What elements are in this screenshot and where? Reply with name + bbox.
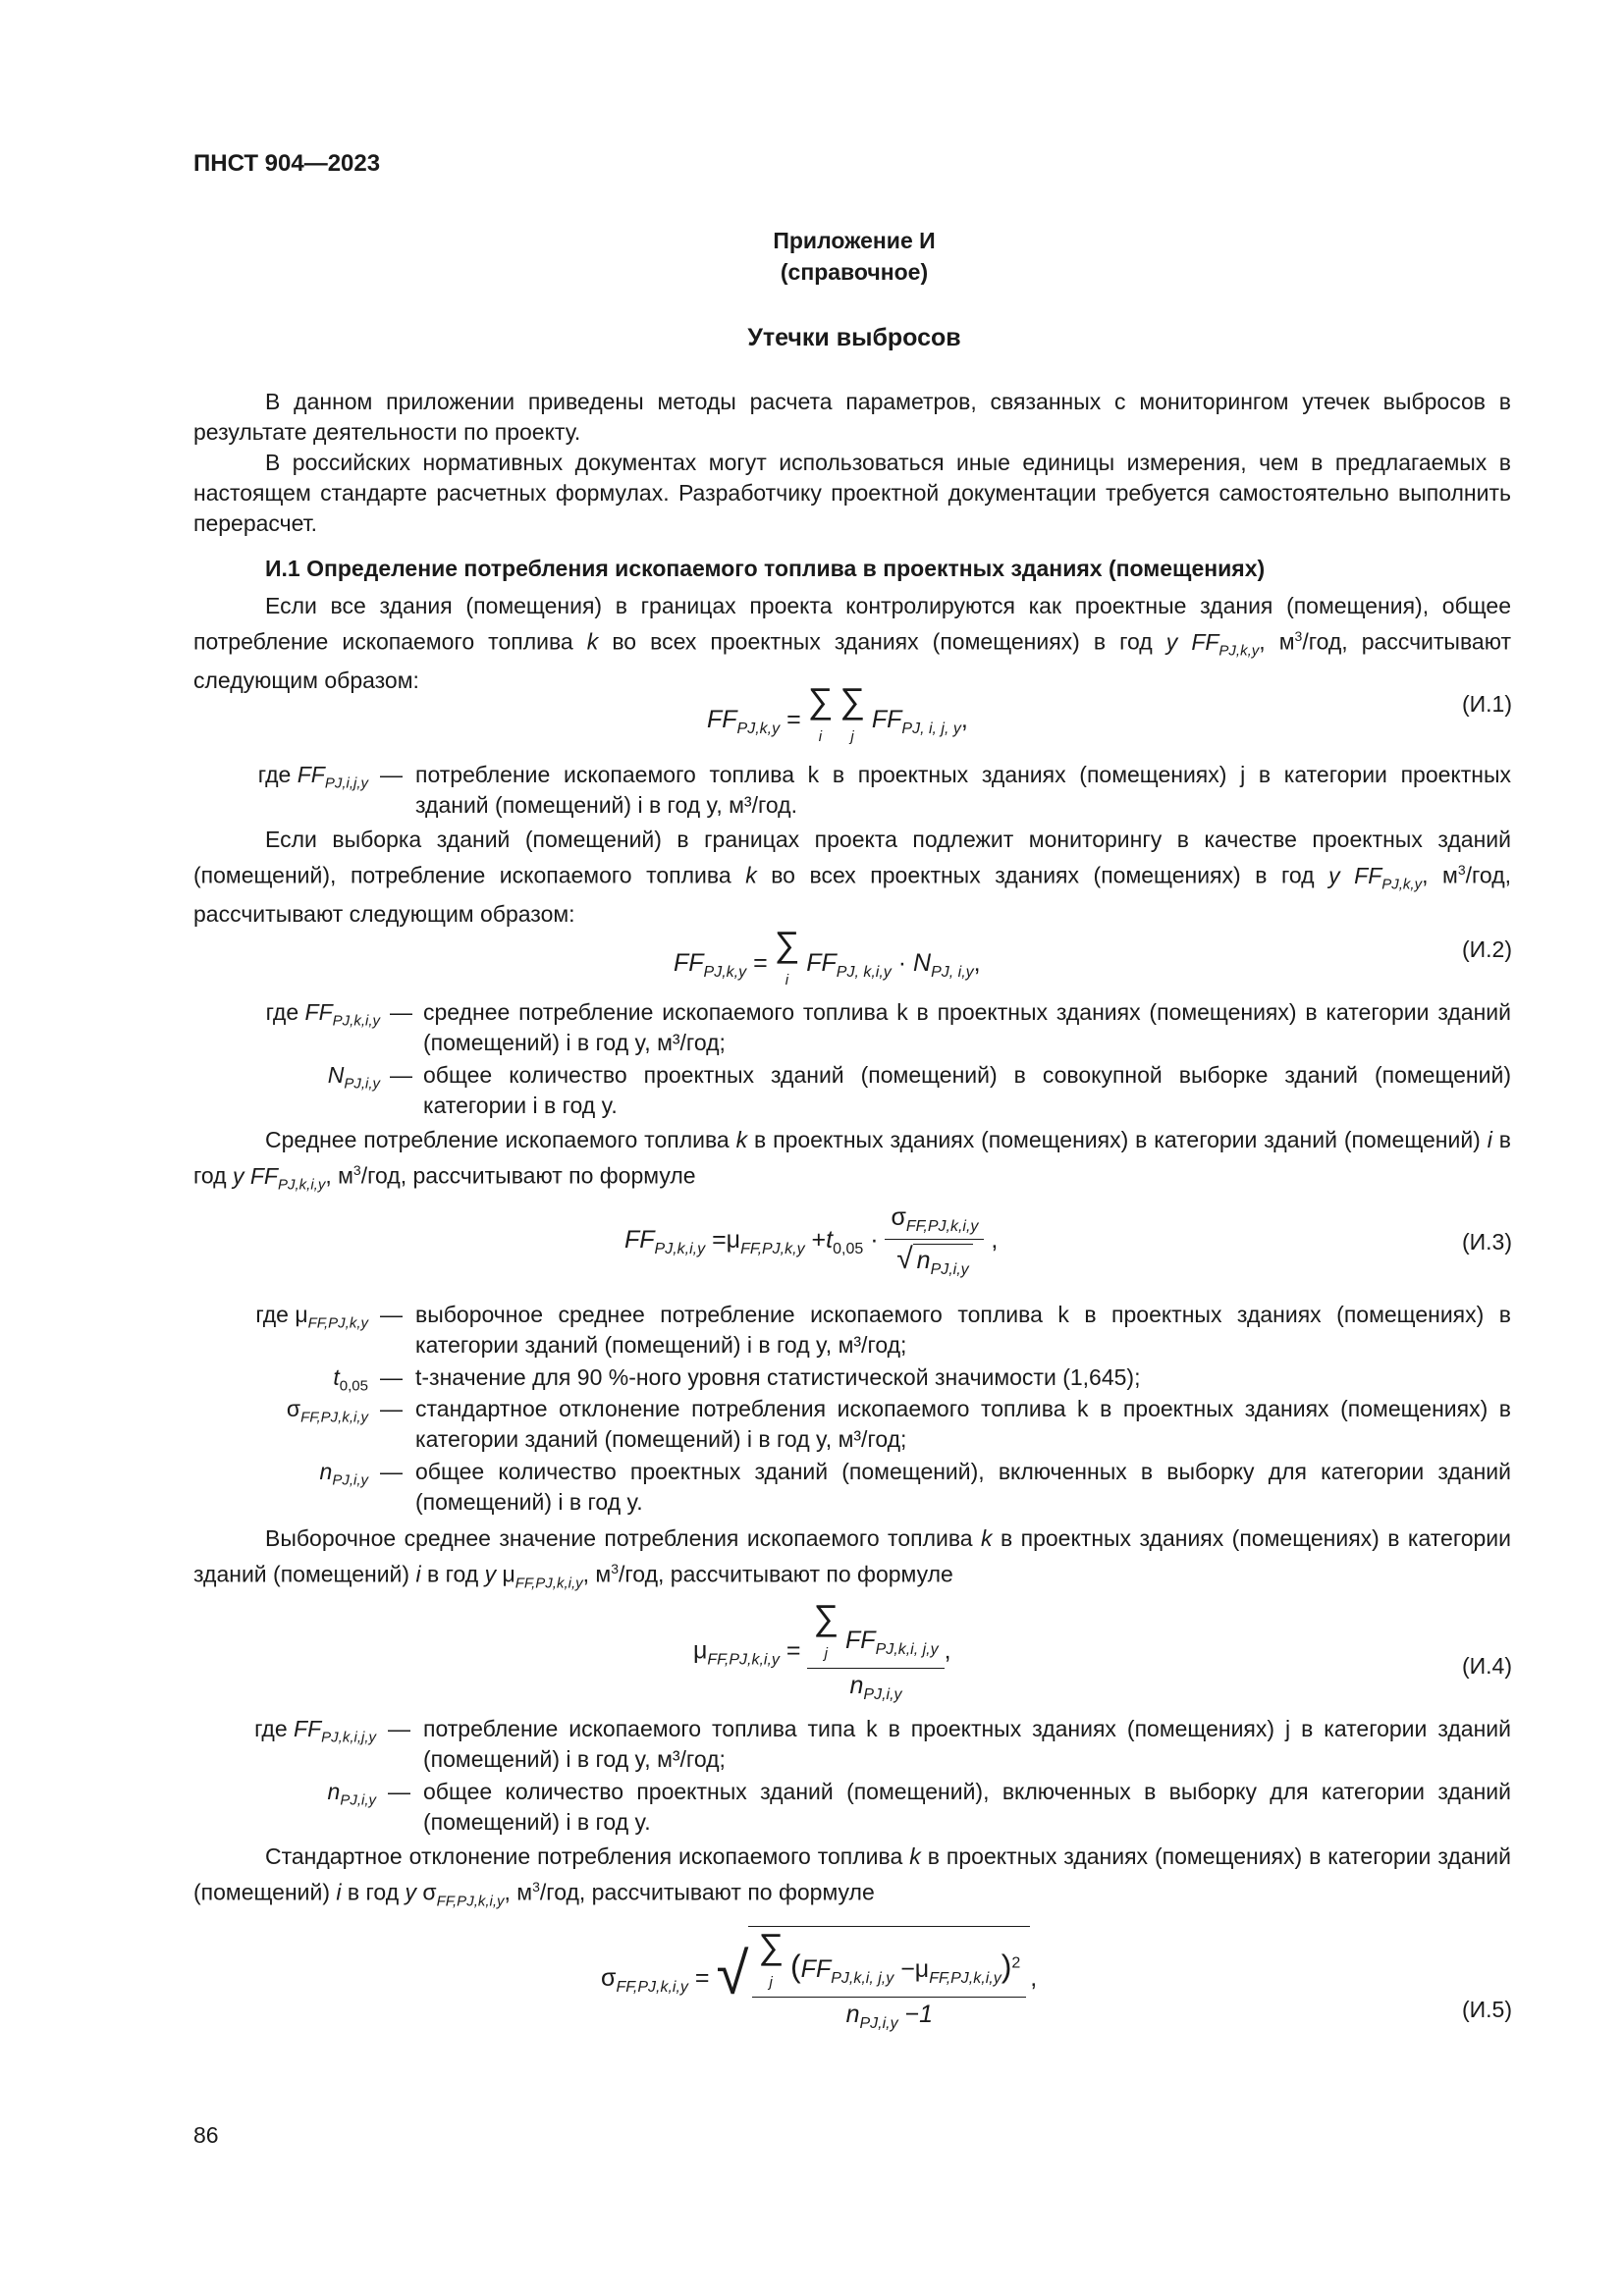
formula-2: $FF_{PJ,k,y}$ = ∑ i $FF_{PJ, k,i,y} \cdot N_{PJ, i,y}$,: [674, 924, 981, 988]
formula-5: $\sigma_{FF,PJ,k,i,y}$ = √ ∑ j $(FF_{PJ,k,i, j,y} -\mu_{FF,PJ,k,i,y})^2$ $n_{PJ,i,y} -1$ ,: [601, 1926, 1038, 2032]
definition-ff-pjkijy: где $FF_{PJ,k,i,j,y}$ — потребление ископаемого топлива типа k в проектных зданиях (помещениях) j в категории зданий (помещений) i в год y, м³/год;: [254, 1716, 1511, 1772]
definition-n-small: $n_{PJ,i,y}$ — общее количество проектных зданий (помещений), включенных в выборку для категории зданий (помещений) i в год y.: [319, 1459, 1511, 1515]
appendix-title: Приложение И: [773, 228, 936, 253]
formula-1: $FF_{PJ,k,y}$ = ∑ i ∑ j $FF_{PJ, i, j, y}$,: [707, 680, 968, 745]
intro-paragraph-1: В данном приложении приведены методы расчета параметров, связанных с мониторингом утечек выбросов в результате деятельности по проекту.: [193, 389, 1511, 445]
equation-number-1: (И.1): [1461, 691, 1512, 717]
equation-number-3: (И.3): [1461, 1229, 1512, 1255]
definition-ff-pjkiy: где $FF_{PJ,k,i,y}$ — среднее потребление ископаемого топлива k в проектных зданиях (помещениях) в категории зданий (помещений) i в год y, м³/год;: [265, 999, 1511, 1055]
formula-4: $\mu_{FF,PJ,k,i,y}$ = ∑ j $FF_{PJ,k,i, j,y}$ $n_{PJ,i,y}$ ,: [693, 1597, 951, 1703]
document-header: ПНСТ 904—2023: [193, 150, 381, 177]
paragraph-3: Если все здания (помещения) в границах проекта контролируются как проектные здания (помещения), общее потребление ископаемого топлива k во всех проектных зданиях (помещениях) в год y $FF_{PJ,k,y}$, $м^3$/год, рассчитывают следующим образом:: [193, 593, 1511, 694]
equation-number-5: (И.5): [1461, 1997, 1512, 2022]
definition-n-small-2: $n_{PJ,i,y}$ — общее количество проектных зданий (помещений), включенных в выборку для категории зданий (помещений) i в год y.: [327, 1779, 1511, 1835]
formula-3: $FF_{PJ,k,i,y} =\mu_{FF,PJ,k,y} +t_{0,05}$ · $\frac{\sigma_{FF,PJ,k,i,y}}{√ n_{PJ,i,y}}$ ,: [624, 1203, 999, 1278]
definition-n-pjiy: $N_{PJ,i,y}$ — общее количество проектных зданий (помещений) в совокупной выборке зданий (помещений) категории i в год y.: [327, 1062, 1511, 1118]
definition-t: $t_{0,05}$ — t-значение для 90 %-ного уровня статистической значимости (1,645);: [333, 1364, 1141, 1395]
equation-number-4: (И.4): [1461, 1653, 1512, 1679]
page-number: 86: [193, 2122, 219, 2148]
paragraph-5: Среднее потребление ископаемого топлива k в проектных зданиях (помещениях) в категории зданий (помещений) i в год y $FF_{PJ,k,i,y}$, $м^3$/год, рассчитывают по формуле: [193, 1127, 1511, 1194]
definition-ff-pjijy: где $FF_{PJ,i,j,y}$ — потребление ископаемого топлива k в проектных зданиях (помещениях) j в категории проектных зданий (помещений) i в год y, м³/год.: [257, 762, 1511, 818]
subsection-title: И.1 Определение потребления ископаемого топлива в проектных зданиях (помещениях): [265, 556, 1266, 581]
equation-number-2: (И.2): [1461, 936, 1512, 962]
paragraph-4: Если выборка зданий (помещений) в границах проекта подлежит мониторингу в качестве проектных зданий (помещений), потребление ископаемого топлива k во всех проектных зданиях (помещениях) в год y $FF_{PJ,k,y}$, $м^3$/год, рассчитывают следующим образом:: [193, 827, 1512, 928]
definition-mu: где $\mu_{FF,PJ,k,y}$ — выборочное среднее потребление ископаемого топлива k в проектных зданиях (помещениях) в категории зданий (помещений) i в год y, м³/год;: [255, 1302, 1511, 1358]
intro-paragraph-2: В российских нормативных документах могут использоваться иные единицы измерения, чем в предлагаемых в настоящем стандарте расчетных формулах. Разработчику проектной документации требуется самостоятельно выполнить перерасчет.: [193, 450, 1511, 536]
section-title: Утечки выбросов: [747, 324, 961, 351]
appendix-type: (справочное): [780, 259, 929, 285]
paragraph-7: Стандартное отклонение потребления ископаемого топлива k в проектных зданиях (помещениях) в категории зданий (помещений) i в год y $\sigma_{FF,PJ,k,i,y}$, $м^3$/год, рассчитывают по формуле: [193, 1843, 1512, 1910]
definition-sigma: $\sigma_{FF,PJ,k,i,y}$ — стандартное отклонение потребления ископаемого топлива k в проектных зданиях (помещениях) в категории зданий (помещений) i в год y, м³/год;: [286, 1396, 1511, 1452]
paragraph-6: Выборочное среднее значение потребления ископаемого топлива k в проектных зданиях (помещениях) в категории зданий (помещений) i в год y $\mu_{FF,PJ,k,i,y}$, $м^3$/год, рассчитывают по формуле: [193, 1525, 1511, 1592]
